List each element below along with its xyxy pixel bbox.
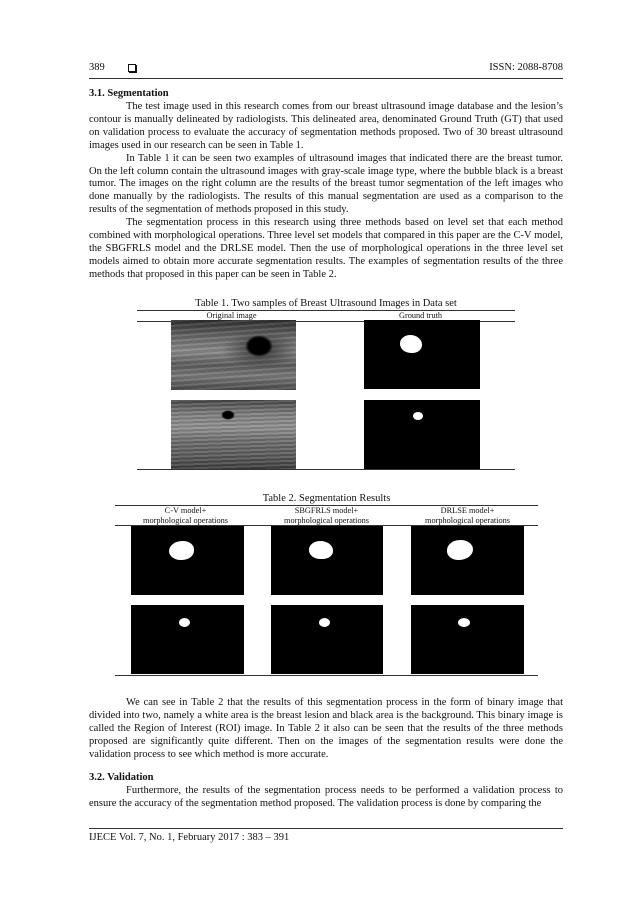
page-number: 389: [89, 62, 105, 73]
header-line: C-V model+: [164, 506, 207, 515]
lesion-mask: [169, 541, 194, 560]
header-line: morphological operations: [424, 515, 511, 525]
lesion-mask: [179, 618, 190, 627]
issn-label: ISSN: 2088-8708: [489, 62, 563, 73]
header-line: morphological operations: [283, 515, 370, 525]
table1-bottom-rule: [137, 469, 515, 470]
table1-header-original: Original image: [206, 311, 257, 320]
table2-header-sbgfrls: [256, 506, 397, 525]
seg-result-cv-1: [131, 526, 244, 595]
lesion-mask: [319, 618, 330, 627]
footer-citation: IJECE Vol. 7, No. 1, February 2017 : 383 – 391: [89, 832, 290, 843]
table2-header-cv: [115, 506, 256, 525]
table2-header-drlse: [397, 506, 538, 525]
results-discussion: [89, 697, 563, 762]
paragraph: We can see in Table 2 that the results of this segmentation process in the form of binary image that divided into two, namely a white area is the breast lesion and black area is the background. This binary image is called the Region of Interest (ROI) image. In Table 2 it also can be seen that the results of the three methods proposed are significantly quite different. Then on the images of the segmentation results were done the validation process to see which method is more accurate.: [89, 697, 563, 760]
header-line: SBGFRLS model+: [294, 506, 359, 515]
section-validation-body: [89, 785, 563, 811]
header-line: morphological operations: [142, 515, 229, 525]
table2-bottom-rule: [115, 675, 538, 676]
seg-result-cv-2: [131, 605, 244, 674]
checkbox-square-icon: [128, 64, 136, 72]
seg-result-drlse-1: [411, 526, 524, 595]
header-line: DRLSE model+: [440, 506, 495, 515]
paragraph: The segmentation process in this research using three methods based on level set that each method combined with morphological operations. Three level set models that compared in this paper are the C-V model, the SBGFRLS model and the DRLSE model. Then the use of morphological operations in the three level set models aimed to obtain more accurate segmentation results. The examples of segmentation results of the three methods that proposed in this paper can be seen in Table 2.: [89, 217, 563, 280]
section-segmentation-body: [89, 101, 563, 282]
paragraph: The test image used in this research comes from our breast ultrasound image database and the lesion’s contour is manually delineated by radiologists. This delineated area, denominated Ground Truth (GT) that used on validation process to evaluate the accuracy of segmentation methods proposed. Two of 30 breast ultrasound images used in our research can be seen in Table 1.: [89, 101, 563, 151]
ground-truth-image-2: [364, 400, 480, 469]
seg-result-sbgfrls-2: [271, 605, 383, 674]
section-heading-segmentation: 3.1. Segmentation: [89, 88, 169, 99]
ultrasound-image-1: [171, 320, 296, 390]
lesion-mask: [309, 541, 333, 559]
seg-result-sbgfrls-1: [271, 526, 383, 595]
paragraph: In Table 1 it can be seen two examples of ultrasound images that indicated there are the breast tumor. On the left column contain the ultrasound images with gray-scale image type, where the bubble black is a breast tumor. The images on the right column are the results of the breast tumor segmentation of the left images who done manually by the radiologists. The results of this manual segmentation are used as a comparison to the results of the segmentation of methods proposed in this study.: [89, 152, 563, 216]
table2-caption: Table 2. Segmentation Results: [262, 493, 391, 504]
lesion-mask: [413, 412, 423, 420]
lesion-mask: [400, 335, 422, 353]
table1-caption: Table 1. Two samples of Breast Ultrasound Images in Data set: [195, 298, 457, 309]
seg-result-drlse-2: [411, 605, 524, 674]
lesion-mask: [458, 618, 470, 627]
paragraph: Furthermore, the results of the segmentation process needs to be performed a validation process to ensure the accuracy of the segmentation method proposed. The validation process is done by comparing the: [89, 785, 563, 809]
section-heading-validation: 3.2. Validation: [89, 772, 154, 783]
ultrasound-image-2: [171, 400, 296, 469]
ground-truth-image-1: [364, 320, 480, 389]
lesion-mask: [447, 540, 473, 560]
page-header: [89, 62, 563, 76]
header-rule: [89, 78, 563, 79]
footer-rule: [89, 828, 563, 829]
table1-header-ground-truth: Ground truth: [398, 311, 443, 320]
